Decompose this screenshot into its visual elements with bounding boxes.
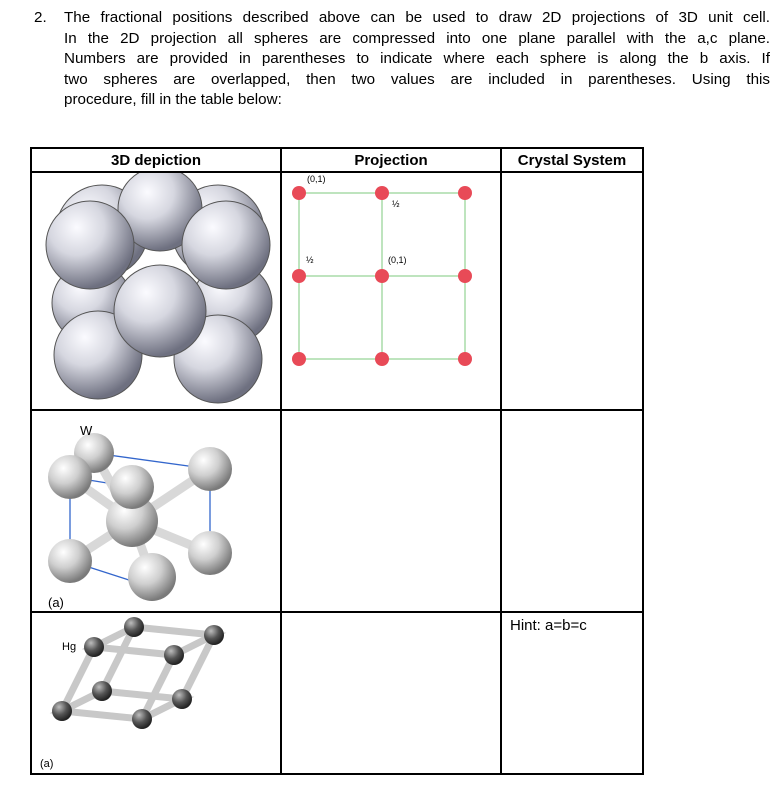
depiction-cell-3	[31, 612, 281, 774]
mercury-label: Hg	[62, 641, 77, 653]
projection-label-edge-top: ½	[392, 199, 400, 209]
question-line-3: Numbers are provided in parentheses to indicate where each sphere is along the b axis. If	[64, 50, 770, 67]
header-projection: Projection	[281, 148, 501, 172]
projection-label-corner: (0,1)	[307, 174, 326, 184]
crystal-system-cell-3[interactable]	[501, 612, 643, 774]
question-line-1: The fractional positions described above can be used to draw 2D projections of 3D unit cell.	[64, 9, 770, 26]
header-crystal-system: Crystal System	[501, 148, 643, 172]
table-header-row	[31, 148, 643, 172]
crystal-system-cell-1[interactable]	[501, 172, 643, 410]
projection-label-center: (0,1)	[388, 255, 407, 265]
bcc-tungsten-image	[32, 411, 280, 613]
figure-label-a: (a)	[48, 595, 64, 610]
close-packed-spheres-image	[32, 173, 280, 411]
crystal-system-cell-2[interactable]	[501, 410, 643, 612]
question-number: 2.	[34, 9, 47, 26]
answer-table	[30, 147, 644, 775]
table-row	[31, 410, 643, 612]
table-row	[31, 172, 643, 410]
question-text	[64, 8, 770, 111]
projection-cell-3[interactable]	[281, 612, 501, 774]
depiction-cell-2	[31, 410, 281, 612]
question-line-4: two spheres are overlapped, then two values are included in parentheses. Using this	[64, 70, 770, 88]
projection-cell-2[interactable]	[281, 410, 501, 612]
tungsten-label: W	[80, 423, 93, 438]
depiction-cell-1	[31, 172, 281, 410]
projection-label-edge-left: ½	[306, 255, 314, 265]
table-row	[31, 612, 643, 774]
question-line-5: procedure, fill in the table below:	[64, 91, 282, 108]
crystal-system-hint: Hint: a=b=c	[510, 617, 587, 634]
projection-diagram	[282, 173, 500, 411]
question-line-2: In the 2D projection all spheres are compressed into one plane parallel with the a,c plane.	[64, 29, 770, 47]
header-3d-depiction: 3D depiction	[31, 148, 281, 172]
figure-label-a-2: (a)	[40, 758, 54, 770]
projection-cell-1	[281, 172, 501, 410]
rhombohedral-mercury-image	[32, 613, 280, 775]
